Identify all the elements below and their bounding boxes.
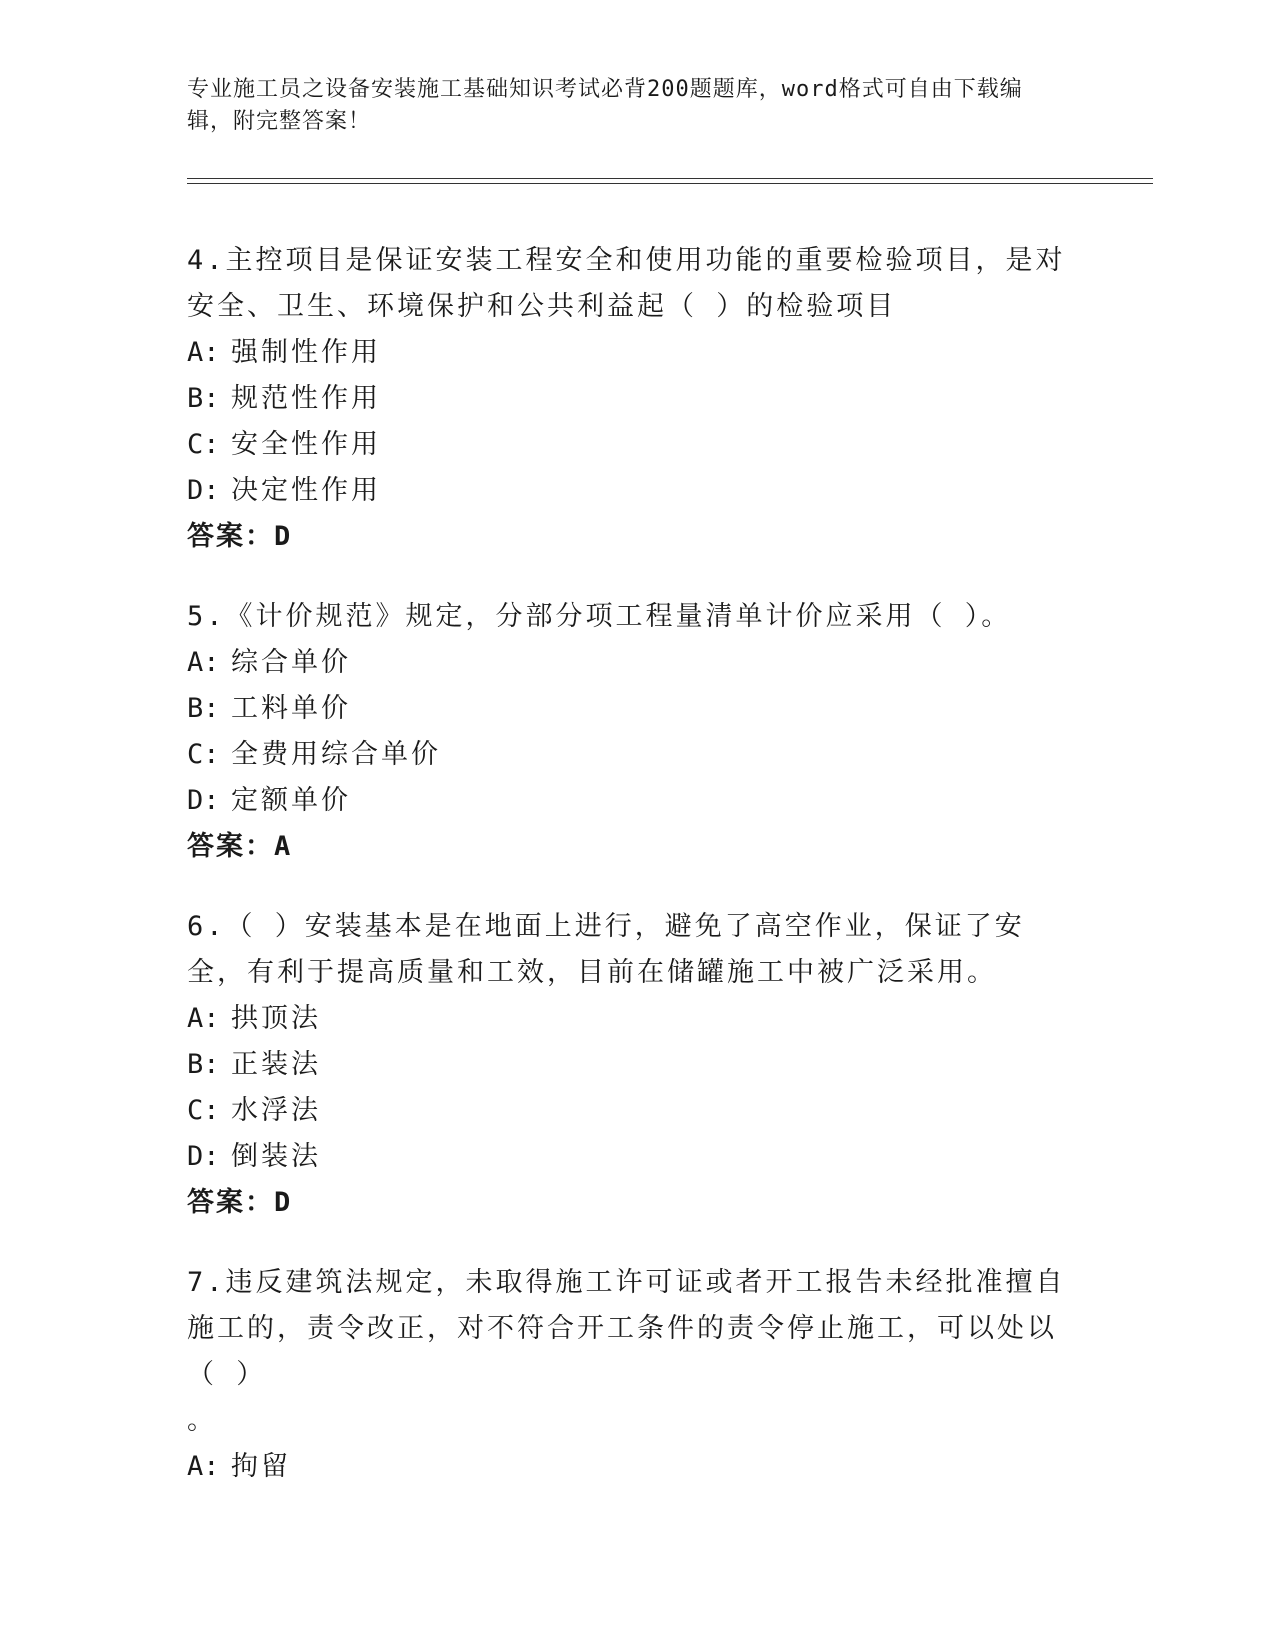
option-key: D: [187,785,220,816]
question-item [187,594,1077,870]
option-key: A: [187,337,220,368]
question-list [187,238,1077,1524]
option-b [187,1042,1077,1088]
option-text: 定额单价 [231,785,351,816]
question-stem: 7.违反建筑法规定，未取得施工许可证或者开工报告未经批准擅自施工的，责令改正，对不符合开工条件的责令停止施工，可以处以（ ） [187,1267,1066,1390]
answer-value: A [274,831,292,862]
option-text: 全费用综合单价 [231,739,441,770]
question-item [187,1260,1077,1490]
option-key: A: [187,1003,220,1034]
question-stem: 5.《计价规范》规定，分部分项工程量清单计价应采用（ ）。 [187,601,1012,632]
option-key: B: [187,1049,220,1080]
answer-line [187,824,1077,870]
option-key: A: [187,1451,220,1482]
option-a [187,640,1077,686]
option-d [187,778,1077,824]
option-c [187,422,1077,468]
option-text: 正装法 [231,1049,321,1080]
answer-label: 答案： [187,1187,274,1218]
option-b [187,376,1077,422]
answer-label: 答案： [187,521,274,552]
option-c [187,732,1077,778]
answer-line [187,1180,1077,1226]
answer-value: D [274,1187,292,1218]
option-text: 安全性作用 [231,429,381,460]
option-a [187,1444,1077,1490]
answer-value: D [274,521,292,552]
option-key: D: [187,475,220,506]
option-text: 拘留 [231,1451,291,1482]
question-item [187,904,1077,1226]
question-item [187,238,1077,560]
option-d [187,468,1077,514]
option-d [187,1134,1077,1180]
option-text: 拱顶法 [231,1003,321,1034]
option-key: C: [187,429,220,460]
option-key: B: [187,693,220,724]
option-text: 倒装法 [231,1141,321,1172]
option-key: D: [187,1141,220,1172]
answer-line [187,514,1077,560]
option-key: C: [187,739,220,770]
option-text: 决定性作用 [231,475,381,506]
document-header: 专业施工员之设备安装施工基础知识考试必背200题题库，word格式可自由下载编辑，附完整答案！ [187,77,1023,134]
answer-label: 答案： [187,831,274,862]
option-c [187,1088,1077,1134]
option-key: C: [187,1095,220,1126]
option-a [187,996,1077,1042]
option-a [187,330,1077,376]
option-b [187,686,1077,732]
option-text: 水浮法 [231,1095,321,1126]
question-stem: 4.主控项目是保证安装工程安全和使用功能的重要检验项目，是对安全、卫生、环境保护和公共利益起（ ）的检验项目 [187,245,1066,322]
question-stem-tail: 。 [187,1405,217,1436]
option-text: 综合单价 [231,647,351,678]
option-key: A: [187,647,220,678]
header-divider-bottom [187,183,1153,184]
option-key: B: [187,383,220,414]
question-stem: 6.（ ）安装基本是在地面上进行，避免了高空作业，保证了安全，有利于提高质量和工效，目前在储罐施工中被广泛采用。 [187,911,1025,988]
option-text: 工料单价 [231,693,351,724]
header-divider-top [187,178,1153,179]
option-text: 强制性作用 [231,337,381,368]
option-text: 规范性作用 [231,383,381,414]
